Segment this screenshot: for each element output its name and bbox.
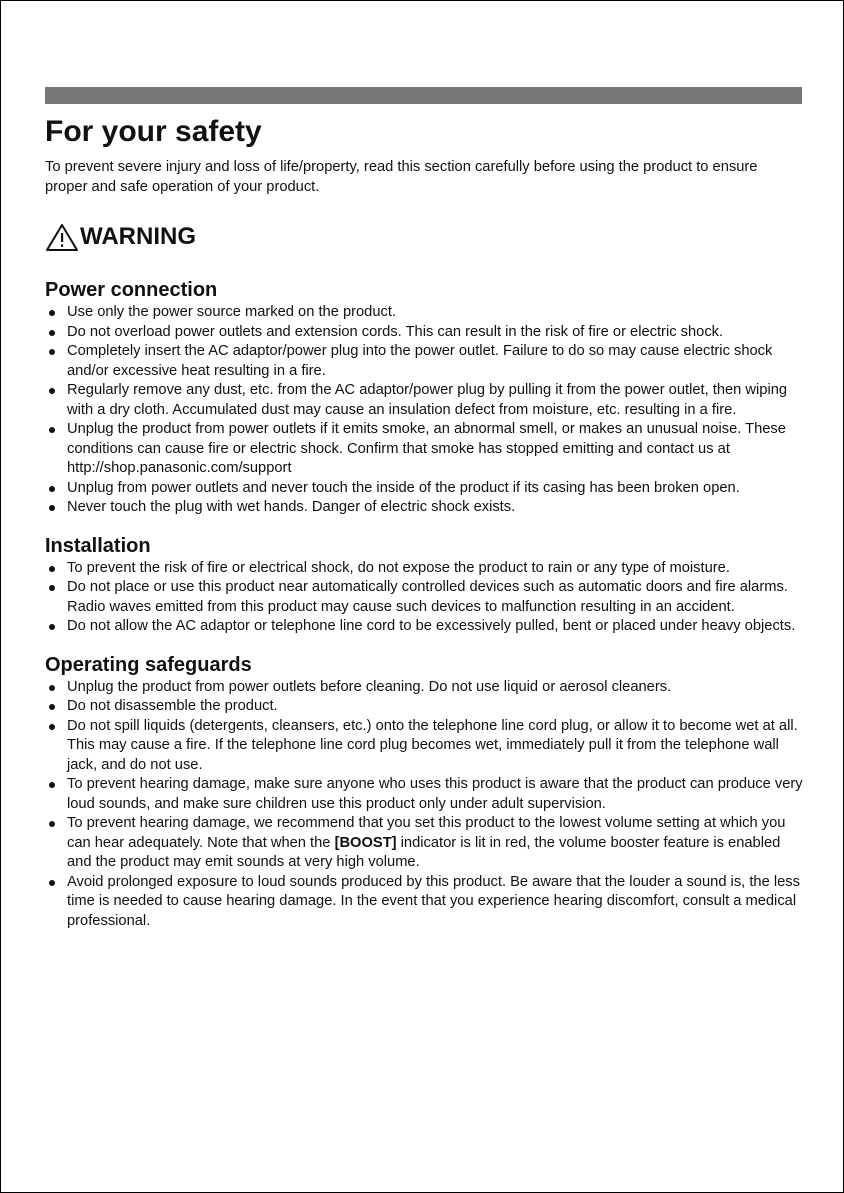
safety-content — [45, 278, 803, 947]
section-heading: Power connection — [45, 279, 218, 301]
list-item: Do not allow the AC adaptor or telephone line cord to be excessively pulled, bent or placed under heavy objects. — [45, 617, 803, 637]
list-item: Regularly remove any dust, etc. from the AC adaptor/power plug by pulling it from the power outlet, then wiping with a dry cloth. Accumulated dust may cause an insulation defect from moisture, etc. resulting in a fire. — [45, 381, 803, 420]
section-power-connection — [45, 278, 803, 518]
warning-heading — [45, 220, 196, 254]
list-item: Do not overload power outlets and extension cords. This can result in the risk of fire or electric shock. — [45, 323, 803, 343]
list-item — [45, 814, 803, 873]
section-installation — [45, 534, 803, 637]
header-bar — [45, 87, 802, 104]
intro-paragraph: To prevent severe injury and loss of life/property, read this section carefully before using the product to ensure proper and safe operation of your product. — [45, 159, 758, 195]
warning-label: WARNING — [80, 223, 196, 250]
list-item: To prevent the risk of fire or electrical shock, do not expose the product to rain or any type of moisture. — [45, 559, 803, 579]
page-title: For your safety — [45, 115, 262, 148]
list-item-text: indicator is lit in red, the volume booster feature is enabled and the product may emit sounds at very high volume. — [67, 834, 781, 870]
boost-indicator-label: [BOOST] — [334, 834, 397, 851]
list-item: Never touch the plug with wet hands. Danger of electric shock exists. — [45, 498, 803, 518]
list-item: Unplug the product from power outlets before cleaning. Do not use liquid or aerosol cleaners. — [45, 678, 803, 698]
list-item: Avoid prolonged exposure to loud sounds produced by this product. Be aware that the louder a sound is, the less time is needed to cause hearing damage. In the event that you experience hearing discomfort, consult a medical professional. — [45, 873, 803, 932]
list-item: Completely insert the AC adaptor/power plug into the power outlet. Failure to do so may cause electric shock and/or excessive heat resulting in a fire. — [45, 342, 803, 381]
bullet-list — [45, 559, 803, 637]
list-item: Do not spill liquids (detergents, cleansers, etc.) onto the telephone line cord plug, or allow it to become wet at all. This may cause a fire. If the telephone line cord plug becomes wet, immediately pull it from the telephone wall jack, and do not use. — [45, 717, 803, 776]
bullet-list — [45, 678, 803, 932]
section-heading: Installation — [45, 534, 151, 557]
list-item: Do not disassemble the product. — [45, 697, 803, 717]
section-operating-safeguards — [45, 653, 803, 932]
list-item: Do not place or use this product near automatically controlled devices such as automatic doors and fire alarms. Radio waves emitted from this product may cause such devices to malfunction resulting in an accident. — [45, 578, 803, 617]
list-item: To prevent hearing damage, make sure anyone who uses this product is aware that the product can produce very loud sounds, and make sure children use this product only under adult supervision. — [45, 775, 803, 814]
list-item: Unplug the product from power outlets if it emits smoke, an abnormal smell, or makes an unusual noise. These conditions can cause fire or electric shock. Confirm that smoke has stopped emitting and contact us at http://shop.panasonic.com/support — [45, 420, 803, 479]
warning-triangle-icon — [45, 222, 79, 252]
list-item: Use only the power source marked on the product. — [45, 303, 803, 323]
bullet-list — [45, 303, 803, 518]
section-heading: Operating safeguards — [45, 653, 252, 676]
list-item-text: To prevent hearing damage, we recommend that you set this product to the lowest volume setting at which you can hear adequately. Note that when the — [67, 815, 786, 851]
list-item: Unplug from power outlets and never touch the inside of the product if its casing has been broken open. — [45, 479, 803, 499]
